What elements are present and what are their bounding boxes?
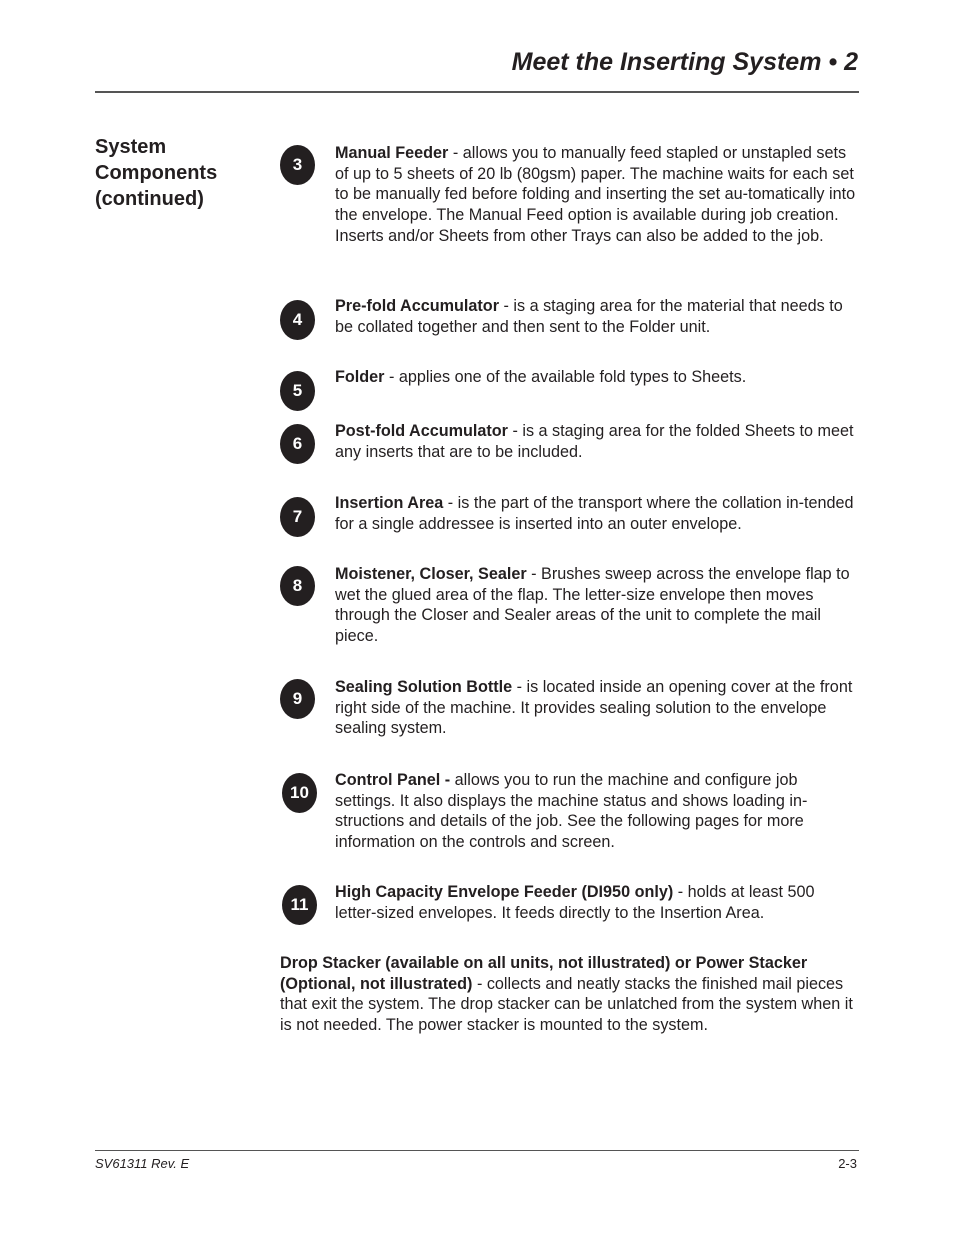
item-description: [335, 677, 857, 739]
item-body: - applies one of the available fold types to Sheets.: [384, 368, 747, 386]
item-number-badge: 11: [282, 885, 317, 925]
item-term: Sealing Solution Bottle: [335, 678, 513, 696]
item-number-badge: 9: [280, 679, 315, 719]
footer-rule: [95, 1150, 859, 1151]
item-number-badge: 10: [282, 773, 317, 813]
item-description: [335, 770, 857, 853]
item-term: Insertion Area: [335, 494, 444, 512]
item-description: [335, 421, 857, 462]
item-number-badge: 8: [280, 566, 315, 606]
item-body: - is a staging area for the folded Sheets to meet any inserts that are to be included.: [335, 422, 854, 461]
item-description: [335, 882, 857, 923]
header-rule: [95, 91, 859, 93]
item-description: [335, 367, 857, 388]
item-number-badge: 7: [280, 497, 315, 537]
item-body: - is a staging area for the material that needs to be collated together and then sent to the Folder unit.: [335, 297, 843, 336]
item-term: Post-fold Accumulator: [335, 422, 508, 440]
item-number-badge: 4: [280, 300, 315, 340]
item-term: Folder: [335, 368, 385, 386]
item-term: Moistener, Closer, Sealer: [335, 565, 527, 583]
item-term: High Capacity Envelope Feeder (DI950 only): [335, 883, 674, 901]
closing-term: Drop Stacker (available on all units, not illustrated) or Power Stacker (Optional, not illustrated): [280, 954, 808, 993]
item-number-badge: 5: [280, 371, 315, 411]
item-number-badge: 6: [280, 424, 315, 464]
section-heading: [95, 134, 265, 212]
closing-body: - collects and neatly stacks the finished mail pieces that exit the system. The drop stacker can be unlatched from the system when it is not needed. The power stacker is mounted to the system.: [280, 974, 853, 1035]
section-heading-line: System: [95, 136, 167, 158]
item-body: - is the part of the transport where the collation in-tended for a single addressee is inserted into an outer envelope.: [335, 494, 854, 533]
item-description: [335, 493, 857, 534]
item-body: - is located inside an opening cover at the front right side of the machine. It provides sealing solution to the envelope sealing system.: [335, 678, 853, 738]
item-body: - allows you to manually feed stapled or unstapled sets of up to 5 sheets of 20 lb (80gsm) paper. The machine waits for each set to be manually fed before folding and inserting the set au-tomatically into the envelope. The Manual Feed option is available during job creation. Inserts and/or Sheets from other Trays can also be added to the job.: [335, 144, 856, 245]
page-header-title: Meet the Inserting System • 2: [511, 48, 858, 76]
drop-stacker-paragraph: [280, 953, 858, 1036]
item-body: - holds at least 500 letter-sized envelopes. It feeds directly to the Insertion Area.: [335, 883, 815, 922]
section-heading-line: Components: [95, 162, 218, 184]
item-term: Pre-fold Accumulator: [335, 297, 499, 315]
item-description: [335, 143, 857, 247]
item-term: Control Panel -: [335, 771, 451, 789]
item-body: - Brushes sweep across the envelope flap to wet the glued area of the flap. The letter-size envelope then moves through the Closer and Sealer areas of the unit to complete the mail piece.: [335, 565, 850, 646]
item-number-badge: 3: [280, 145, 315, 185]
item-term: Manual Feeder: [335, 144, 449, 162]
footer-doc-id: SV61311 Rev. E: [95, 1156, 190, 1171]
item-description: [335, 296, 857, 337]
item-body: allows you to run the machine and configure job settings. It also displays the machine status and shows loading in-structions and details of the job. See the following pages for more information on the controls and screen.: [335, 771, 808, 852]
footer-page-number: 2-3: [838, 1156, 857, 1171]
item-description: [335, 564, 857, 647]
section-heading-line: (continued): [95, 188, 204, 210]
